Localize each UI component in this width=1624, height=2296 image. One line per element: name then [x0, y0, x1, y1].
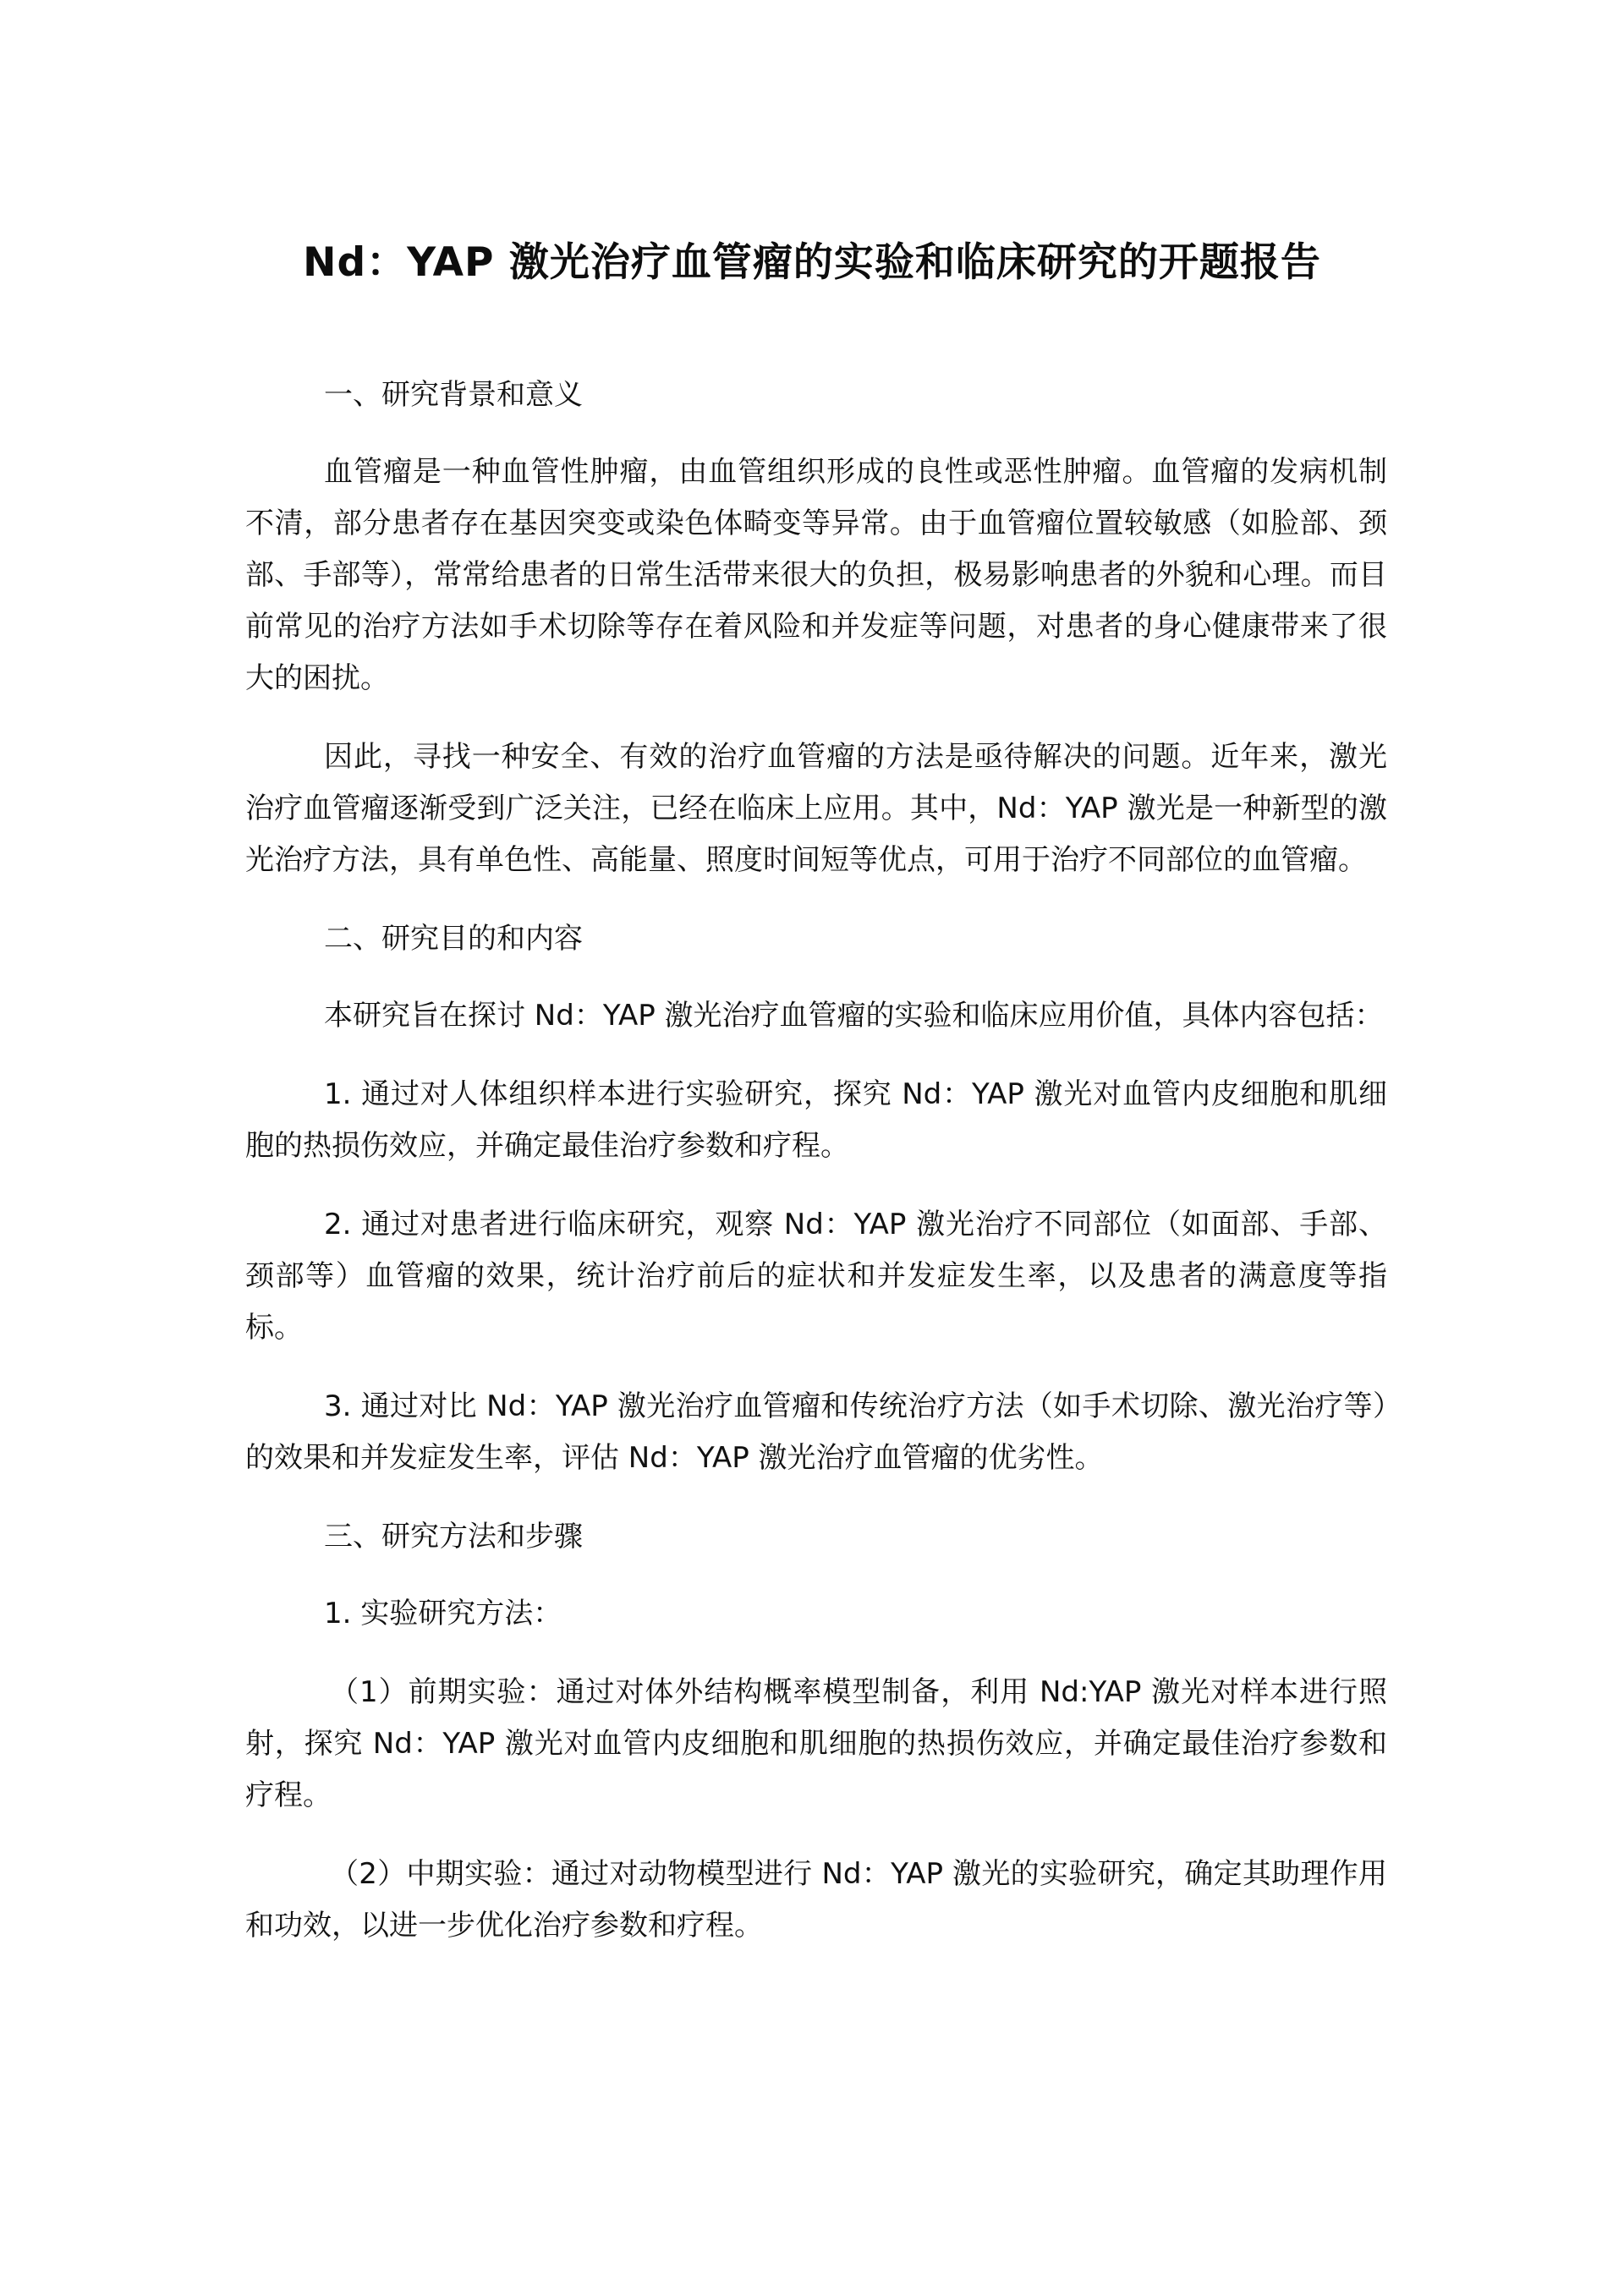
- objective-item-3: 3. 通过对比 Nd：YAP 激光治疗血管瘤和传统治疗方法（如手术切除、激光治疗等）的效果和并发症发生率，评估 Nd：YAP 激光治疗血管瘤的优劣性。: [245, 1389, 1387, 1475]
- method-step-mid-experiment: （2）中期实验：通过对动物模型进行 Nd：YAP 激光的实验研究，确定其助理作用和功效，以进一步优化治疗参数和疗程。: [245, 1857, 1387, 1943]
- paragraph-objectives-intro: 本研究旨在探讨 Nd：YAP 激光治疗血管瘤的实验和临床应用价值，具体内容包括：: [324, 999, 1384, 1033]
- objective-item-1: 1. 通过对人体组织样本进行实验研究，探究 Nd：YAP 激光对血管内皮细胞和肌细胞的热损伤效应，并确定最佳治疗参数和疗程。: [245, 1077, 1387, 1163]
- document-title: Nd：YAP 激光治疗血管瘤的实验和临床研究的开题报告: [303, 239, 1321, 286]
- method-subheading-experimental: 1. 实验研究方法：: [324, 1597, 562, 1630]
- method-step-early-experiment: （1）前期实验：通过对体外结构概率模型制备，利用 Nd:YAP 激光对样本进行照射，探究 Nd：YAP 激光对血管内皮细胞和肌细胞的热损伤效应，并确定最佳治疗参数和疗程。: [245, 1675, 1387, 1812]
- section-heading-methods: 三、研究方法和步骤: [324, 1520, 583, 1553]
- document-body: [245, 370, 1387, 1979]
- section-heading-objectives: 二、研究目的和内容: [324, 922, 583, 956]
- objective-item-2: 2. 通过对患者进行临床研究，观察 Nd：YAP 激光治疗不同部位（如面部、手部、颈部等）血管瘤的效果，统计治疗前后的症状和并发症发生率，以及患者的满意度等指标。: [245, 1208, 1387, 1345]
- section-heading-background: 一、研究背景和意义: [324, 378, 583, 412]
- paragraph-rationale: 因此，寻找一种安全、有效的治疗血管瘤的方法是亟待解决的问题。近年来，激光治疗血管瘤逐渐受到广泛关注，已经在临床上应用。其中，Nd：YAP 激光是一种新型的激光治疗方法，具有单色性、高能量、照度时间短等优点，可用于治疗不同部位的血管瘤。: [245, 740, 1387, 877]
- paragraph-background: 血管瘤是一种血管性肿瘤，由血管组织形成的良性或恶性肿瘤。血管瘤的发病机制不清，部分患者存在基因突变或染色体畸变等异常。由于血管瘤位置较敏感（如脸部、颈部、手部等），常常给患者的日常生活带来很大的负担，极易影响患者的外貌和心理。而目前常见的治疗方法如手术切除等存在着风险和并发症等问题，对患者的身心健康带来了很大的困扰。: [245, 455, 1387, 695]
